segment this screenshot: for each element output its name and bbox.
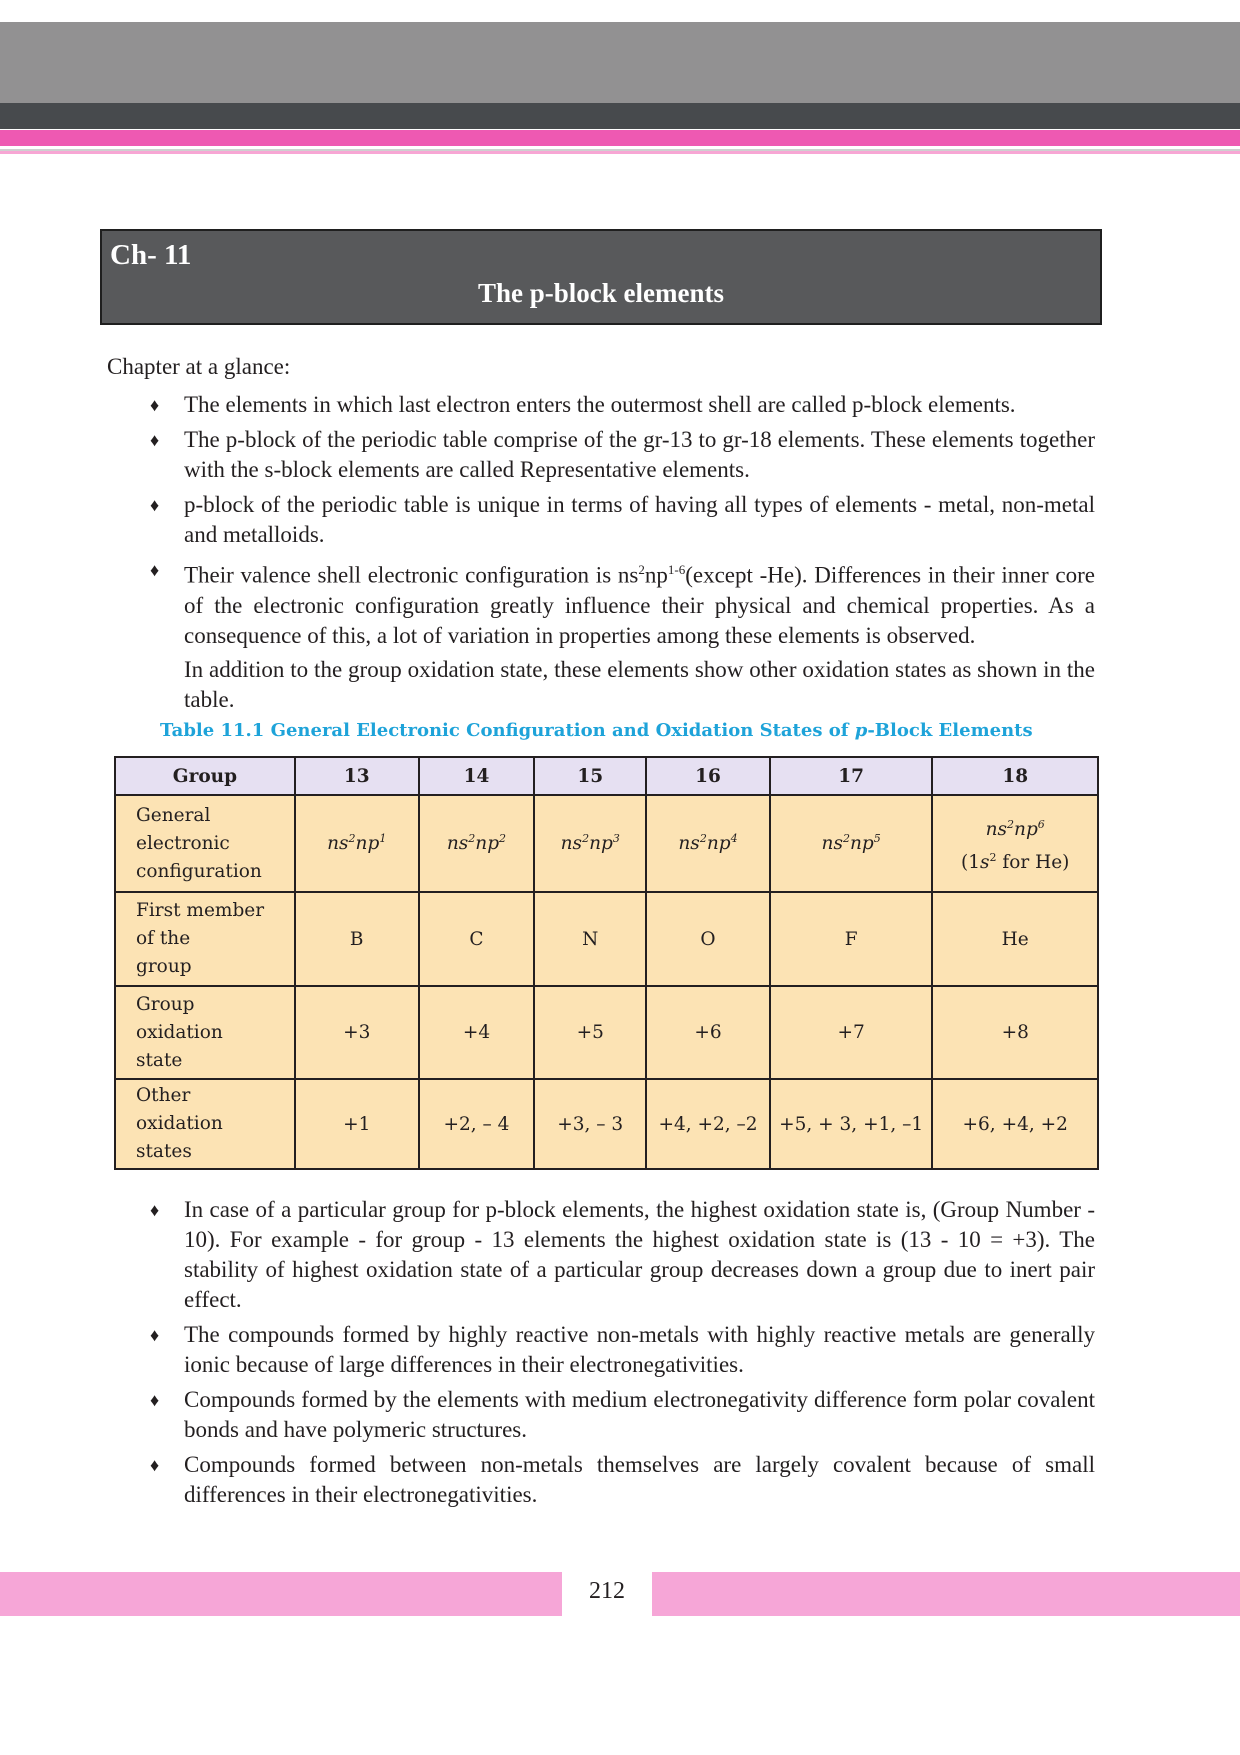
list-item: ♦ In case of a particular group for p-block elements, the highest oxidation state is, (Group Number - 10). For example - for group - 13 elements the highest oxidation state is (13 - 10 = +3). The stability of highest oxidation state of a particular group decreases down a group due to inert pair effect. — [150, 1197, 1095, 1312]
bottom-bullet-list — [150, 1195, 1095, 1515]
chapter-number: Ch- 11 — [110, 239, 192, 271]
list-item: ♦ Compounds formed between non-metals themselves are largely covalent because of small differences in their electronegativities. — [150, 1452, 1095, 1507]
row-label: Other oxidation states — [115, 1079, 295, 1169]
table-cell: $ns^2np^6$ ($1s^2$ for He) — [932, 795, 1098, 892]
table-cell: +4 — [419, 986, 535, 1079]
table-cell: +4, +2, –2 — [646, 1079, 770, 1169]
table-row — [115, 1079, 1098, 1169]
table-cell: +7 — [770, 986, 933, 1079]
table-cell: $ns^2np^2$ — [419, 795, 535, 892]
table-header-cell: 18 — [932, 757, 1098, 795]
table-cell: He — [932, 892, 1098, 986]
table-cell: N — [534, 892, 646, 986]
diamond-bullet-icon: ♦ — [150, 1325, 160, 1345]
table-row — [115, 986, 1098, 1079]
table-cell: +3 — [295, 986, 419, 1079]
table-header-cell: 14 — [419, 757, 535, 795]
table-cell: $ns^2np^5$ — [770, 795, 933, 892]
header-pink-line — [0, 151, 1240, 154]
diamond-bullet-icon: ♦ — [150, 1200, 160, 1220]
table-caption: Table 11.1 General Electronic Configuration and Oxidation States of p-Block Elements — [160, 720, 1033, 741]
list-item: ♦ The p-block of the periodic table comprise of the gr-13 to gr-18 elements. These elements together with the s-block elements are called Representative elements. — [150, 427, 1095, 482]
table-cell: $ns^2np^3$ — [534, 795, 646, 892]
table-cell: C — [419, 892, 535, 986]
table-cell: $ns^2np^4$ — [646, 795, 770, 892]
table-header-cell: 16 — [646, 757, 770, 795]
chapter-at-a-glance-heading: Chapter at a glance: — [107, 354, 291, 379]
row-label: Group oxidation state — [115, 986, 295, 1079]
chapter-title: The p-block elements — [478, 278, 724, 308]
table-cell: +1 — [295, 1079, 419, 1169]
list-item: ♦ The elements in which last electron enters the outermost shell are called p-block elements. — [150, 390, 1095, 420]
header-gray-band — [0, 22, 1240, 103]
table-cell: F — [770, 892, 933, 986]
table-header-cell: 15 — [534, 757, 646, 795]
diamond-bullet-icon: ♦ — [150, 395, 160, 415]
table-cell: +5, + 3, +1, –1 — [770, 1079, 933, 1169]
table-cell: +6 — [646, 986, 770, 1079]
table-cell: +6, +4, +2 — [932, 1079, 1098, 1169]
row-label: First member of the group — [115, 892, 295, 986]
list-item: ♦ p-block of the periodic table is unique in terms of having all types of elements - metal, non-metal and metalloids. — [150, 492, 1095, 547]
footer-pink-band-left — [0, 1572, 562, 1616]
table-header-cell: 13 — [295, 757, 419, 795]
header-pink-band — [0, 130, 1240, 146]
diamond-bullet-icon: ♦ — [150, 1455, 160, 1475]
oxidation-states-table — [114, 756, 1099, 1170]
diamond-bullet-icon: ♦ — [150, 560, 160, 580]
chapter-title-box — [100, 229, 1102, 325]
diamond-bullet-icon: ♦ — [150, 430, 160, 450]
table-cell: B — [295, 892, 419, 986]
list-item: ♦ The compounds formed by highly reactive non-metals with highly reactive metals are generally ionic because of large differences in their electronegativities. — [150, 1322, 1095, 1377]
footer-pink-band-right — [652, 1572, 1240, 1616]
table-row — [115, 795, 1098, 892]
page-number: 212 — [589, 1578, 625, 1604]
list-item: ♦ Their valence shell electronic configuration is $ns^2np^{1-6}(except$ -He). Differences in their inner core of the electronic configuration greatly influence their physical and chemical properties. As a consequence of this, a lot of variation in properties among these elements is observed. — [150, 555, 1095, 651]
diamond-bullet-icon: ♦ — [150, 495, 160, 515]
table-cell: +5 — [534, 986, 646, 1079]
diamond-bullet-icon: ♦ — [150, 1390, 160, 1410]
top-bullet-list — [150, 390, 1095, 656]
table-header-cell: 17 — [770, 757, 933, 795]
table-header-cell: Group — [115, 757, 295, 795]
table-cell: +8 — [932, 986, 1098, 1079]
table-header-row — [115, 757, 1098, 795]
header-dark-band — [0, 103, 1240, 129]
oxidation-intro-paragraph: In addition to the group oxidation state, these elements show other oxidation states as shown in the table. — [184, 657, 1095, 712]
row-label: General electronic configuration — [115, 795, 295, 892]
table-row — [115, 892, 1098, 986]
table-cell: O — [646, 892, 770, 986]
table-cell: $ns^2np^1$ — [295, 795, 419, 892]
table-cell: +3, – 3 — [534, 1079, 646, 1169]
table-cell: +2, – 4 — [419, 1079, 535, 1169]
list-item: ♦ Compounds formed by the elements with medium electronegativity difference form polar covalent bonds and have polymeric structures. — [150, 1387, 1095, 1442]
